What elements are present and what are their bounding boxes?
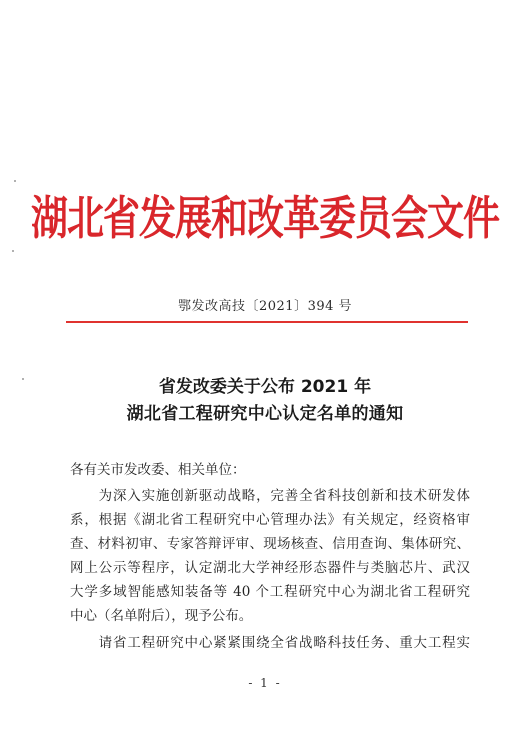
scan-speck: [22, 378, 24, 380]
notice-title-line-1: 省发改委关于公布 2021 年: [158, 377, 372, 397]
issuing-authority-title: 湖北省发展和改革委员会文件: [31, 191, 499, 245]
red-divider-line: [66, 321, 468, 323]
paragraph-1-line-6: 中心（名单附后），现予公布。: [70, 608, 253, 624]
paragraph-1-line-3: 查、材料初审、专家答辩评审、现场核查、信用查询、集体研究、: [70, 536, 470, 552]
paragraph-2-line-1: 请省工程研究中心紧紧围绕全省战略科技任务、重大工程实: [70, 635, 470, 651]
paragraph-1-line-5: 大学多域智能感知装备等 40 个工程研究中心为湖北省工程研究: [70, 584, 470, 600]
paragraph-1-line-2: 系，根据《湖北省工程研究中心管理办法》有关规定，经资格审: [70, 512, 470, 528]
scan-speck: [14, 180, 16, 182]
salutation: 各有关市发改委、相关单位：: [70, 462, 246, 478]
page-number: - 1 -: [248, 676, 282, 690]
scan-speck: [12, 250, 14, 252]
paragraph-1-line-1: 为深入实施创新驱动战略，完善全省科技创新和技术研发体: [70, 488, 470, 504]
notice-title-line-2: 湖北省工程研究中心认定名单的通知: [126, 404, 404, 424]
document-number: 鄂发改高技〔2021〕394 号: [177, 299, 353, 314]
paragraph-1-line-4: 网上公示等程序，认定湖北大学神经形态器件与类脑芯片、武汉: [70, 560, 470, 576]
